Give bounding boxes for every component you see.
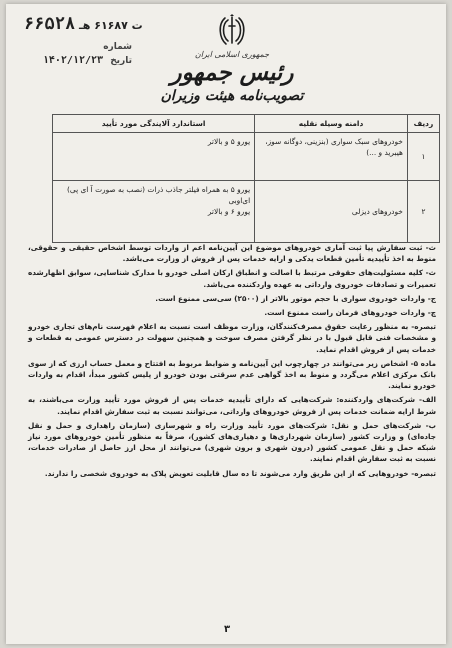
regulation-body [28, 242, 436, 482]
table-row [53, 181, 440, 243]
vehicle-scope: خودروهای سبک سواری (بنزینی، دوگانه سوز، هیبرید و ...) [255, 133, 408, 181]
clause-paragraph: الف- شرکت‌های واردکننده: شرکت‌هایی که دارای تأییدیه خدمات پس از فروش مورد تأیید وزارت می‌باشند، به شرط ارایه ضمانت خدمات پس از فروش خودروهای وارداتی، می‌توانند نسبت به ثبت سفارش اقدام نمایند. [28, 395, 436, 416]
page-number: ۳ [223, 624, 231, 635]
clause-paragraph: تبصره- خودروهایی که از این طریق وارد می‌شوند تا ده سال قابلیت تعویض پلاک به خودروی شخصی را ندارند. [44, 468, 436, 478]
clause-paragraph: ث- ثبت سفارش پیا ثبت آماری خودروهای موضوع این آیین‌نامه اعم از واردات توسط اشخاص حقیقی و حقوقی، منوط به اخذ تأییدیه تأمین قطعات یدکی و ارایه خدمات پس از فروش از وزارت می‌باشد. [28, 243, 436, 264]
republic-title: جمهوری اسلامی ایران [194, 50, 270, 59]
date-value: ۱۴۰۲/۱۲/۲۳ [42, 55, 104, 66]
vehicle-scope: خودروهای دیزلی [255, 181, 408, 243]
clause-paragraph: ث- کلیه مسئولیت‌های حقوقی مرتبط با اصالت و انطباق ارکان اصلی خودرو با مدارک شناسایی، سوابق اظهارشده تعمیرات و تصادفات خودروی وارداتی به عهده واردکننده می‌باشد. [28, 268, 436, 289]
emission-standard: یورو ۵ و بالاتر [53, 133, 255, 181]
document-number-code: ت ۶۱۶۸۷ هـ [79, 19, 143, 32]
president-title: رئیس جمهور [170, 59, 294, 86]
col-header-vehicle-scope: دامنه وسیله نقلیه [255, 115, 408, 133]
row-number: ۱ [407, 133, 439, 181]
document-number [24, 14, 143, 34]
table-header-row [53, 115, 440, 133]
iran-emblem-icon [218, 14, 246, 48]
date-row [42, 54, 132, 68]
approval-title: تصویب‌نامه هیئت وزیران [160, 88, 304, 104]
date-label: تاریخ [110, 56, 132, 66]
document-number-main: ۶۶۵۲۸ [24, 14, 76, 34]
table-row [53, 133, 440, 181]
col-header-emission-standard: استاندارد آلایندگی مورد تأیید [53, 115, 255, 133]
letterhead [126, 50, 338, 105]
emission-standard: یورو ۵ به همراه فیلتر جاذب ذرات (نصب به صورت آ ای پی) ای‌اوبی یورو ۶ و بالاتر [53, 181, 255, 243]
row-number: ۲ [407, 181, 439, 243]
clause-paragraph: تبصره- به منظور رعایت حقوق مصرف‌کنندگان، وزارت موظف است نسبت به اعلام فهرست نام‌های تجاری خودرو و مشخصات فنی قابل قبول با در نظر گرفتن مصرف سوخت و همچنین سهولت در دسترس عمومی به قطعات و خدمات پس از فروش اقدام نماید. [28, 322, 436, 354]
number-row [42, 40, 132, 54]
clause-paragraph: ج- واردات خودروی سواری با حجم موتور بالاتر از (۲۵۰۰) سی‌سی ممنوع است. [155, 293, 436, 303]
document-page [6, 4, 446, 644]
emission-standards-table [52, 114, 440, 243]
clause-paragraph: ب- شرکت‌های حمل و نقل: شرکت‌های مورد تأیید وزارت راه و شهرسازی (سازمان راهداری و حمل و نقل جاده‌ای) و وزارت کشور (سازمان شهرداری‌ها و دهیاری‌های کشور)، صرفاً به منظور تأمین خودروهای مورد نیاز شبکه حمل و نقل عمومی کشور (درون شهری و برون شهری) می‌توانند از محل ارز حاصل از صادرات خدمات، نسبت به ثبت سفارش اقدام نمایند. [28, 420, 436, 464]
clause-paragraph: چ- واردات خودروهای فرمان راست ممنوع است. [264, 308, 436, 318]
document-meta [42, 40, 132, 68]
col-header-row-number: ردیف [407, 115, 439, 133]
number-label: شماره [103, 42, 132, 52]
clause-paragraph: ماده ۵- اشخاص زیر می‌توانند در چهارچوب این آیین‌نامه و ضوابط مربوط به افتتاح و معمل حساب ارزی که از سوی بانک مرکزی اعلام می‌گردد و منوط به اخذ گواهی عدم سرقتی بودن خودرو از پلیس کشور مبدأ، اقدام به واردات خودرو نمایند. [28, 358, 436, 391]
